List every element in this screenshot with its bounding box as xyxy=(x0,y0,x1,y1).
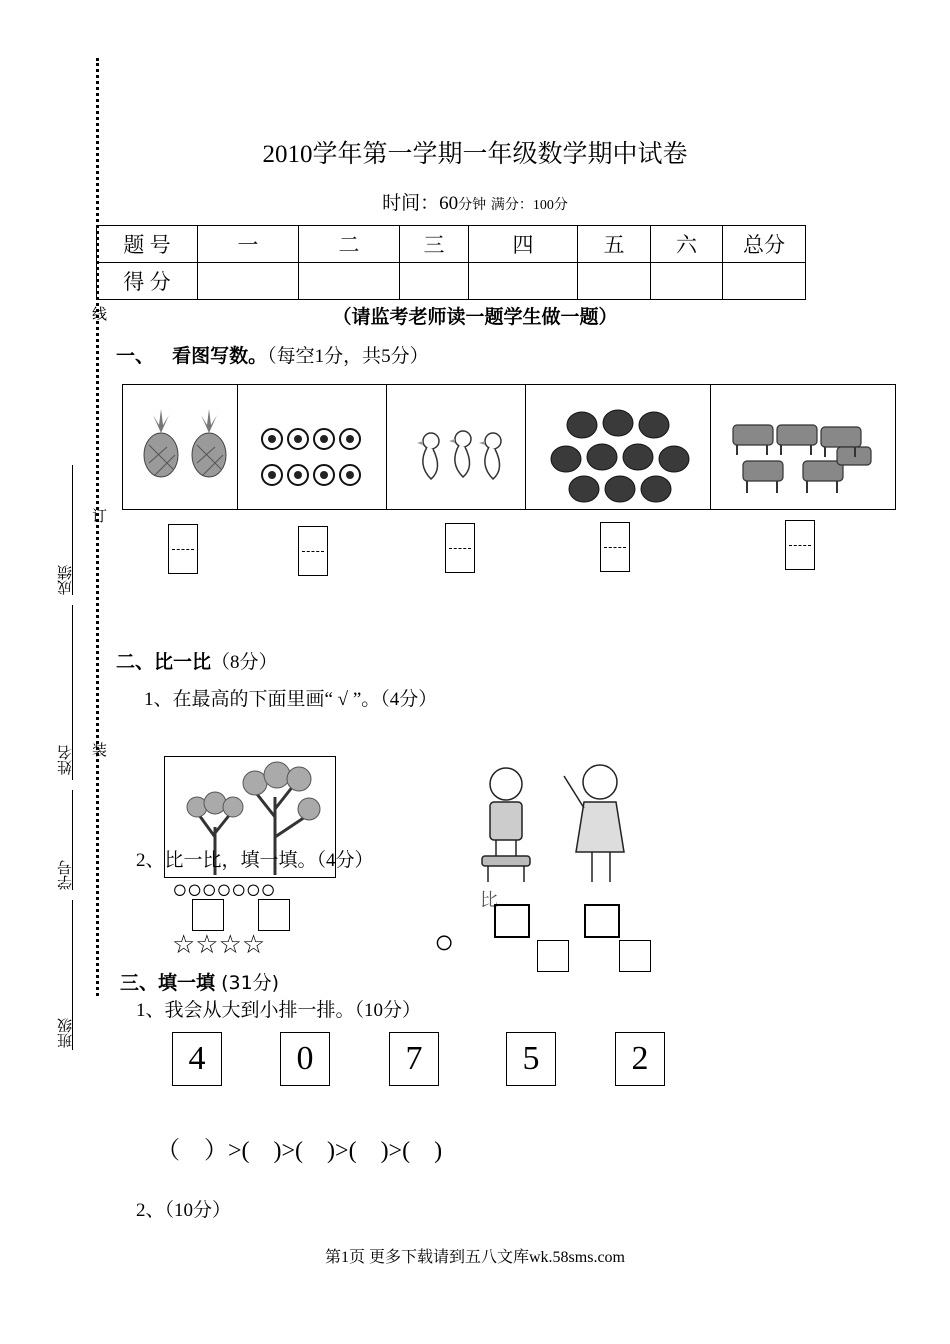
score-cell[interactable] xyxy=(723,263,806,300)
score-table-header-row xyxy=(97,226,806,263)
answer-box-cows[interactable] xyxy=(785,520,815,570)
picture-cell-pineapples xyxy=(123,385,238,509)
exam-info xyxy=(0,188,950,215)
digit-card: 5 xyxy=(506,1032,556,1086)
digit-card: 4 xyxy=(172,1032,222,1086)
score-cell[interactable] xyxy=(198,263,299,300)
score-field-label: 成绩 xyxy=(56,565,74,595)
table-cell: 六 xyxy=(651,226,723,263)
time-label: 时间： xyxy=(382,193,440,214)
table-cell: 题 号 xyxy=(97,226,198,263)
table-cell: 四 xyxy=(469,226,578,263)
picture-cell-flowers xyxy=(238,385,387,509)
score-cell[interactable] xyxy=(578,263,651,300)
score-cell[interactable] xyxy=(299,263,400,300)
page-title: 2010学年第一学期一年级数学期中试卷 xyxy=(262,141,688,168)
star-row: ☆☆☆☆ xyxy=(172,930,266,959)
tomato-icon xyxy=(526,385,710,509)
picture-strip xyxy=(122,384,896,510)
binding-mark-xian: 线 xyxy=(90,306,108,321)
score-cell[interactable] xyxy=(400,263,469,300)
compare-box-4[interactable] xyxy=(619,940,651,972)
flower-icon xyxy=(238,385,386,509)
partial-text: 比 xyxy=(480,890,498,910)
section2-question1: 1、在最高的下面里画“ √ ”。（4分） xyxy=(144,689,438,710)
section1-points: （每空1分，共5分） xyxy=(267,346,429,367)
time-value: 60 xyxy=(439,193,459,214)
class-field-label: 班级 xyxy=(56,1018,74,1048)
pineapple-icon xyxy=(123,385,237,509)
section3-heading xyxy=(120,968,279,995)
digit-card: 7 xyxy=(389,1032,439,1086)
section1-heading xyxy=(116,341,429,368)
table-cell: 总分 xyxy=(723,226,806,263)
section2-title: 二、比一比 xyxy=(116,651,212,673)
cow-icon xyxy=(711,385,897,509)
binding-mark-zhuang: 装 xyxy=(90,742,108,757)
answer-box-tomatoes[interactable] xyxy=(600,522,630,572)
digit-card: 0 xyxy=(280,1032,330,1086)
table-cell: 得 分 xyxy=(97,263,198,300)
section3-points: (31分) xyxy=(221,972,280,994)
student-id-field-label: 学号 xyxy=(56,860,74,890)
digit-card: 2 xyxy=(615,1032,665,1086)
table-cell: 一 xyxy=(198,226,299,263)
compare-box-3[interactable] xyxy=(537,940,569,972)
answer-box-flowers[interactable] xyxy=(298,526,328,576)
section2-heading xyxy=(116,647,278,674)
section3-title: 三、填一填 xyxy=(120,972,216,994)
score-table xyxy=(96,225,806,300)
compare-box-2[interactable] xyxy=(584,904,620,938)
order-answer-line[interactable]: （ ）>( )>( )>( )>( ) xyxy=(156,1138,443,1164)
section3-question1: 1、我会从大到小排一排。（10分） xyxy=(136,1000,422,1021)
section2-points: （8分） xyxy=(211,652,278,673)
score-cell[interactable] xyxy=(469,263,578,300)
picture-cell-cows xyxy=(711,385,897,509)
time-unit: 分钟 xyxy=(458,198,487,213)
name-field-label: 姓名 xyxy=(56,745,74,775)
section3-question2: 2、（10分） xyxy=(136,1200,232,1221)
section2-question2: 2、比一比，填一填。（4分） xyxy=(136,850,374,871)
table-cell: 三 xyxy=(400,226,469,263)
circle-row: ○○○○○○○ xyxy=(172,875,275,904)
big-circle: ○ xyxy=(434,924,455,961)
picture-cell-ducks xyxy=(387,385,526,509)
compare-box-1[interactable] xyxy=(494,904,530,938)
score-cell[interactable] xyxy=(651,263,723,300)
children-icon xyxy=(460,756,650,896)
binding-mark-ding: 订 xyxy=(90,508,108,523)
table-cell: 二 xyxy=(299,226,400,263)
instruction-note: （请监考老师读一题学生做一题） xyxy=(332,306,618,328)
score-table-score-row xyxy=(97,263,806,300)
page-footer: 第1页 更多下载请到五八文库wk.58sms.com xyxy=(324,1249,625,1266)
full-marks: 满分：100分 xyxy=(490,198,568,213)
table-cell: 五 xyxy=(578,226,651,263)
section1-title: 看图写数。 xyxy=(172,345,268,367)
duck-icon xyxy=(387,385,525,509)
picture-cell-tomatoes xyxy=(526,385,711,509)
section1-number: 一、 xyxy=(116,345,155,367)
answer-box-ducks[interactable] xyxy=(445,523,475,573)
answer-box-pineapples[interactable] xyxy=(168,524,198,574)
